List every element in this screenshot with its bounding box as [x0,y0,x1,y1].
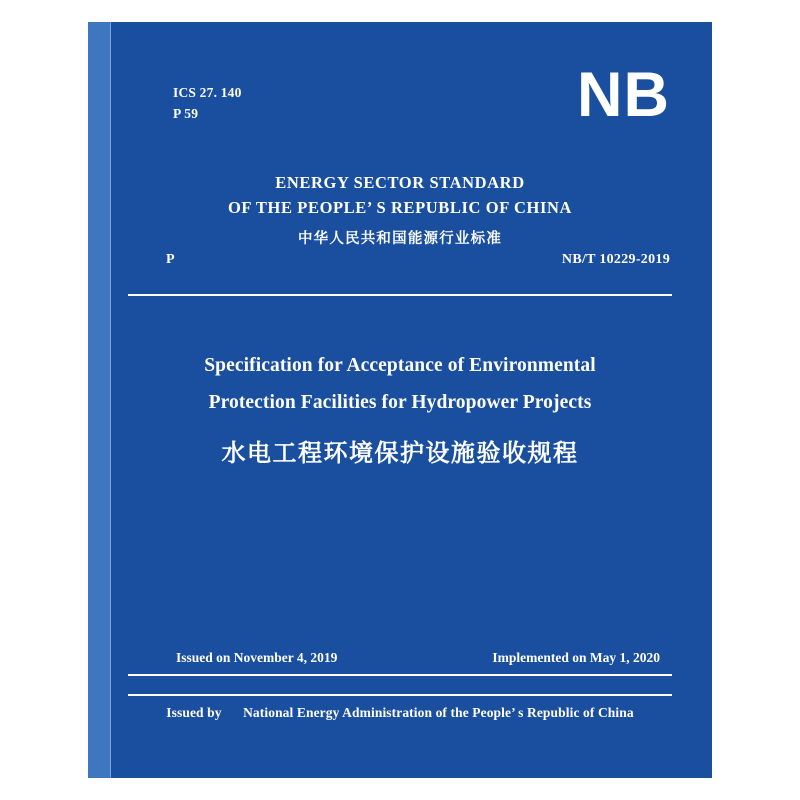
issued-by [88,705,712,721]
divider-bottom-inner [128,694,672,696]
title-cn: 水电工程环境保护设施验收规程 [221,439,579,467]
organization-line-en-1: ENERGY SECTOR STANDARD [275,173,525,192]
issuing-organization [88,170,712,248]
organization-line-en-2: OF THE PEOPLE’ S REPUBLIC OF CHINA [227,198,573,217]
cover-spine-band [88,22,110,778]
standard-identifier-row [166,252,670,268]
classification-codes [173,82,242,124]
issued-by-label: Issued by [166,705,222,720]
divider-top [128,294,672,296]
classification-letter: P [166,252,175,267]
p-code: P 59 [173,106,199,121]
standard-cover-page [88,22,712,778]
divider-bottom-outer [128,674,672,676]
standard-number: NB/T 10229-2019 [561,252,670,267]
implemented-on-date: Implemented on May 1, 2020 [492,650,660,665]
ics-code: ICS 27. 140 [173,85,242,100]
organization-line-cn: 中华人民共和国能源行业标准 [297,231,503,247]
issued-on-date: Issued on November 4, 2019 [176,650,338,665]
document-title [128,347,672,468]
issued-by-value: National Energy Administration of the People’ s Republic of China [243,705,634,720]
nb-logo: NB [577,60,670,130]
date-row [176,650,660,666]
title-en-line-1: Specification for Acceptance of Environmental [204,355,596,376]
cover-spine-divider [110,22,111,778]
title-en-line-2: Protection Facilities for Hydropower Projects [208,392,592,413]
